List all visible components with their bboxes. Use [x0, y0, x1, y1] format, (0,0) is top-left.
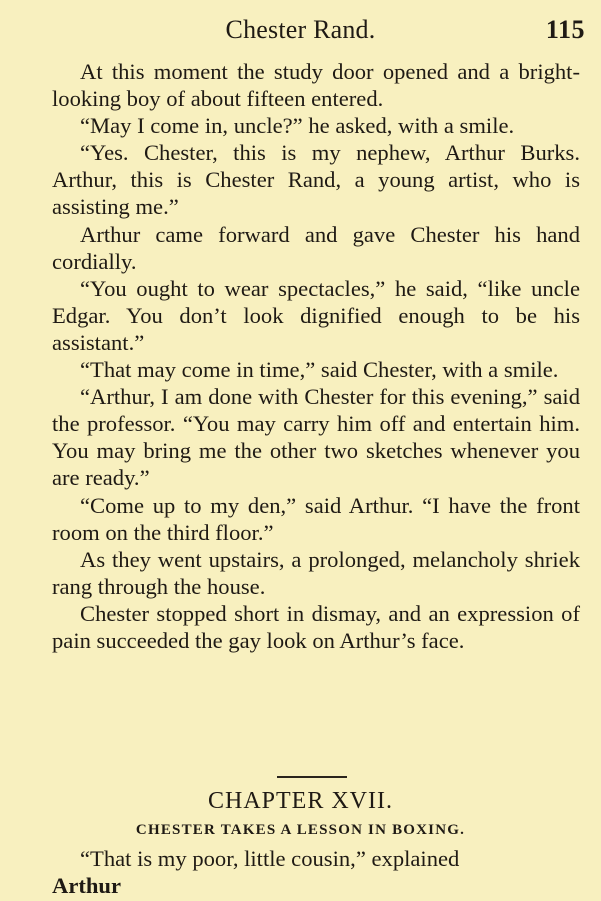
main-text-block [52, 58, 580, 654]
paragraph: Chester stopped short in dismay, and an expression of pain succeeded the gay look on Arthur’s face. [52, 600, 580, 653]
paragraph: “Yes. Chester, this is my nephew, Arthur Burks. Arthur, this is Chester Rand, a young artist, who is assisting me.” [52, 140, 580, 220]
running-title: Chester Rand. [225, 15, 376, 44]
chapter-text-block [52, 845, 580, 899]
paragraph: “You ought to wear spectacles,” he said, “like uncle Edgar. You don’t look dignified enough to be his assistant.” [52, 275, 580, 355]
running-head [0, 15, 601, 49]
paragraph: “Arthur, I am done with Chester for this evening,” said the professor. “You may carry him off and entertain him. You may bring me the other two sketches whenever you are ready.” [52, 384, 580, 491]
paragraph: “Come up to my den,” said Arthur. “I have the front room on the third floor.” [52, 492, 580, 545]
paragraph: “That may come in time,” said Chester, with a smile. [80, 357, 559, 383]
chapter-divider [277, 776, 347, 778]
paragraph: “That is my poor, little cousin,” explained [80, 846, 460, 871]
chapter-title: CHAPTER XVII. [208, 788, 393, 814]
page-number: 115 [545, 15, 585, 44]
chapter-subtitle: CHESTER TAKES A LESSON IN BOXING. [135, 822, 466, 838]
paragraph: As they went upstairs, a prolonged, melancholy shriek rang through the house. [52, 546, 580, 599]
continuation-word: Arthur [52, 873, 122, 899]
paragraph: “May I come in, uncle?” he asked, with a smile. [80, 113, 515, 139]
paragraph: Arthur came forward and gave Chester his hand cordially. [52, 221, 580, 274]
paragraph: At this moment the study door opened and a bright-looking boy of about fifteen entered. [52, 59, 580, 112]
